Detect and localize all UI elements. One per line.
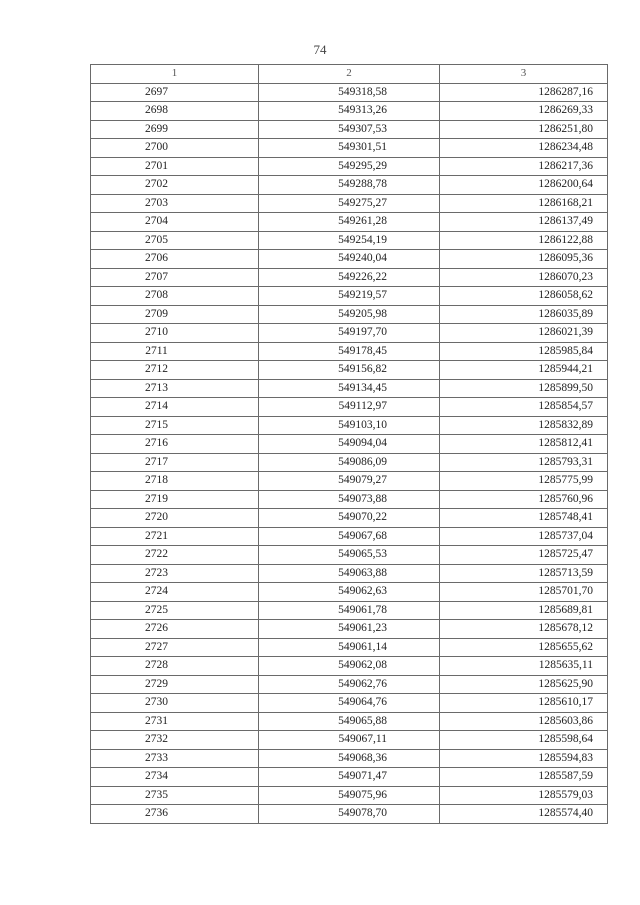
table-row [91, 102, 608, 121]
x-coordinate-cell: 549219,57 [259, 287, 440, 306]
x-coordinate-cell: 549061,78 [259, 601, 440, 620]
page-number: 74 [313, 42, 327, 57]
y-coordinate-cell: 1285574,40 [440, 805, 608, 824]
y-coordinate-cell: 1286168,21 [440, 194, 608, 213]
x-coordinate-cell: 549067,68 [259, 527, 440, 546]
x-coordinate-cell: 549134,45 [259, 379, 440, 398]
point-number-cell: 2723 [91, 564, 259, 583]
y-coordinate-cell: 1285689,81 [440, 601, 608, 620]
y-coordinate-cell: 1285610,17 [440, 694, 608, 713]
point-number-cell: 2732 [91, 731, 259, 750]
x-coordinate-cell: 549078,70 [259, 805, 440, 824]
y-coordinate-cell: 1285587,59 [440, 768, 608, 787]
x-coordinate-cell: 549226,22 [259, 268, 440, 287]
x-coordinate-cell: 549156,82 [259, 361, 440, 380]
y-coordinate-cell: 1285725,47 [440, 546, 608, 565]
y-coordinate-cell: 1285713,59 [440, 564, 608, 583]
point-number-cell: 2715 [91, 416, 259, 435]
y-coordinate-cell: 1285678,12 [440, 620, 608, 639]
table-row [91, 435, 608, 454]
y-coordinate-cell: 1285625,90 [440, 675, 608, 694]
table-row [91, 453, 608, 472]
x-coordinate-cell: 549063,88 [259, 564, 440, 583]
point-number-cell: 2702 [91, 176, 259, 195]
table-row [91, 176, 608, 195]
y-coordinate-cell: 1286021,39 [440, 324, 608, 343]
table-row [91, 509, 608, 528]
y-coordinate-cell: 1285603,86 [440, 712, 608, 731]
x-coordinate-cell: 549064,76 [259, 694, 440, 713]
point-number-cell: 2735 [91, 786, 259, 805]
y-coordinate-cell: 1285775,99 [440, 472, 608, 491]
y-coordinate-cell: 1285598,64 [440, 731, 608, 750]
y-coordinate-cell: 1285748,41 [440, 509, 608, 528]
y-coordinate-cell: 1286217,36 [440, 157, 608, 176]
y-coordinate-cell: 1286035,89 [440, 305, 608, 324]
y-coordinate-cell: 1285899,50 [440, 379, 608, 398]
point-number-cell: 2718 [91, 472, 259, 491]
y-coordinate-cell: 1285655,62 [440, 638, 608, 657]
point-number-cell: 2716 [91, 435, 259, 454]
column-header-1: 1 [91, 65, 259, 84]
point-number-cell: 2736 [91, 805, 259, 824]
y-coordinate-cell: 1285594,83 [440, 749, 608, 768]
x-coordinate-cell: 549112,97 [259, 398, 440, 417]
table-row [91, 398, 608, 417]
x-coordinate-cell: 549061,23 [259, 620, 440, 639]
table-row [91, 250, 608, 269]
x-coordinate-cell: 549205,98 [259, 305, 440, 324]
table-row [91, 601, 608, 620]
y-coordinate-cell: 1286122,88 [440, 231, 608, 250]
x-coordinate-cell: 549313,26 [259, 102, 440, 121]
y-coordinate-cell: 1285832,89 [440, 416, 608, 435]
table-row [91, 657, 608, 676]
point-number-cell: 2701 [91, 157, 259, 176]
table-row [91, 231, 608, 250]
y-coordinate-cell: 1285985,84 [440, 342, 608, 361]
x-coordinate-cell: 549079,27 [259, 472, 440, 491]
y-coordinate-cell: 1285579,03 [440, 786, 608, 805]
table-row [91, 694, 608, 713]
x-coordinate-cell: 549301,51 [259, 139, 440, 158]
x-coordinate-cell: 549307,53 [259, 120, 440, 139]
x-coordinate-cell: 549061,14 [259, 638, 440, 657]
point-number-cell: 2730 [91, 694, 259, 713]
table-row [91, 805, 608, 824]
table-row [91, 527, 608, 546]
x-coordinate-cell: 549197,70 [259, 324, 440, 343]
table-row [91, 490, 608, 509]
y-coordinate-cell: 1286251,80 [440, 120, 608, 139]
point-number-cell: 2734 [91, 768, 259, 787]
table-row [91, 83, 608, 102]
y-coordinate-cell: 1286269,33 [440, 102, 608, 121]
point-number-cell: 2725 [91, 601, 259, 620]
point-number-cell: 2704 [91, 213, 259, 232]
table-row [91, 305, 608, 324]
y-coordinate-cell: 1285812,41 [440, 435, 608, 454]
x-coordinate-cell: 549062,76 [259, 675, 440, 694]
x-coordinate-cell: 549062,08 [259, 657, 440, 676]
x-coordinate-cell: 549086,09 [259, 453, 440, 472]
table-row [91, 675, 608, 694]
x-coordinate-cell: 549240,04 [259, 250, 440, 269]
table-row [91, 546, 608, 565]
point-number-cell: 2703 [91, 194, 259, 213]
x-coordinate-cell: 549295,29 [259, 157, 440, 176]
x-coordinate-cell: 549071,47 [259, 768, 440, 787]
header-row [91, 65, 608, 84]
table-row [91, 712, 608, 731]
y-coordinate-cell: 1286095,36 [440, 250, 608, 269]
table-row [91, 287, 608, 306]
table-body [91, 83, 608, 823]
point-number-cell: 2698 [91, 102, 259, 121]
point-number-cell: 2728 [91, 657, 259, 676]
x-coordinate-cell: 549288,78 [259, 176, 440, 195]
coordinates-table [90, 64, 608, 824]
point-number-cell: 2731 [91, 712, 259, 731]
column-header-3: 3 [440, 65, 608, 84]
point-number-cell: 2729 [91, 675, 259, 694]
x-coordinate-cell: 549318,58 [259, 83, 440, 102]
point-number-cell: 2707 [91, 268, 259, 287]
table-header [91, 65, 608, 84]
y-coordinate-cell: 1286287,16 [440, 83, 608, 102]
y-coordinate-cell: 1285793,31 [440, 453, 608, 472]
point-number-cell: 2722 [91, 546, 259, 565]
y-coordinate-cell: 1285737,04 [440, 527, 608, 546]
point-number-cell: 2727 [91, 638, 259, 657]
point-number-cell: 2721 [91, 527, 259, 546]
y-coordinate-cell: 1285854,57 [440, 398, 608, 417]
point-number-cell: 2712 [91, 361, 259, 380]
table-row [91, 786, 608, 805]
table-row [91, 379, 608, 398]
point-number-cell: 2719 [91, 490, 259, 509]
x-coordinate-cell: 549075,96 [259, 786, 440, 805]
table-row [91, 268, 608, 287]
table-row [91, 564, 608, 583]
y-coordinate-cell: 1285944,21 [440, 361, 608, 380]
table-row [91, 768, 608, 787]
table-row [91, 731, 608, 750]
table-row [91, 213, 608, 232]
table-row [91, 472, 608, 491]
point-number-cell: 2710 [91, 324, 259, 343]
x-coordinate-cell: 549065,88 [259, 712, 440, 731]
point-number-cell: 2720 [91, 509, 259, 528]
y-coordinate-cell: 1286070,23 [440, 268, 608, 287]
y-coordinate-cell: 1286234,48 [440, 139, 608, 158]
table-row [91, 157, 608, 176]
point-number-cell: 2711 [91, 342, 259, 361]
y-coordinate-cell: 1285760,96 [440, 490, 608, 509]
table-row [91, 194, 608, 213]
point-number-cell: 2714 [91, 398, 259, 417]
x-coordinate-cell: 549254,19 [259, 231, 440, 250]
y-coordinate-cell: 1285701,70 [440, 583, 608, 602]
x-coordinate-cell: 549073,88 [259, 490, 440, 509]
point-number-cell: 2717 [91, 453, 259, 472]
point-number-cell: 2724 [91, 583, 259, 602]
point-number-cell: 2726 [91, 620, 259, 639]
table-row [91, 416, 608, 435]
x-coordinate-cell: 549261,28 [259, 213, 440, 232]
x-coordinate-cell: 549094,04 [259, 435, 440, 454]
column-header-2: 2 [259, 65, 440, 84]
point-number-cell: 2699 [91, 120, 259, 139]
table-row [91, 139, 608, 158]
point-number-cell: 2713 [91, 379, 259, 398]
table-row [91, 638, 608, 657]
point-number-cell: 2697 [91, 83, 259, 102]
y-coordinate-cell: 1286200,64 [440, 176, 608, 195]
x-coordinate-cell: 549067,11 [259, 731, 440, 750]
x-coordinate-cell: 549178,45 [259, 342, 440, 361]
table-row [91, 324, 608, 343]
table-row [91, 120, 608, 139]
point-number-cell: 2709 [91, 305, 259, 324]
table-row [91, 583, 608, 602]
table-row [91, 342, 608, 361]
point-number-cell: 2705 [91, 231, 259, 250]
table-row [91, 361, 608, 380]
y-coordinate-cell: 1286137,49 [440, 213, 608, 232]
table-row [91, 749, 608, 768]
x-coordinate-cell: 549070,22 [259, 509, 440, 528]
x-coordinate-cell: 549068,36 [259, 749, 440, 768]
x-coordinate-cell: 549062,63 [259, 583, 440, 602]
x-coordinate-cell: 549065,53 [259, 546, 440, 565]
point-number-cell: 2706 [91, 250, 259, 269]
point-number-cell: 2708 [91, 287, 259, 306]
point-number-cell: 2733 [91, 749, 259, 768]
y-coordinate-cell: 1286058,62 [440, 287, 608, 306]
y-coordinate-cell: 1285635,11 [440, 657, 608, 676]
point-number-cell: 2700 [91, 139, 259, 158]
x-coordinate-cell: 549103,10 [259, 416, 440, 435]
table-row [91, 620, 608, 639]
x-coordinate-cell: 549275,27 [259, 194, 440, 213]
